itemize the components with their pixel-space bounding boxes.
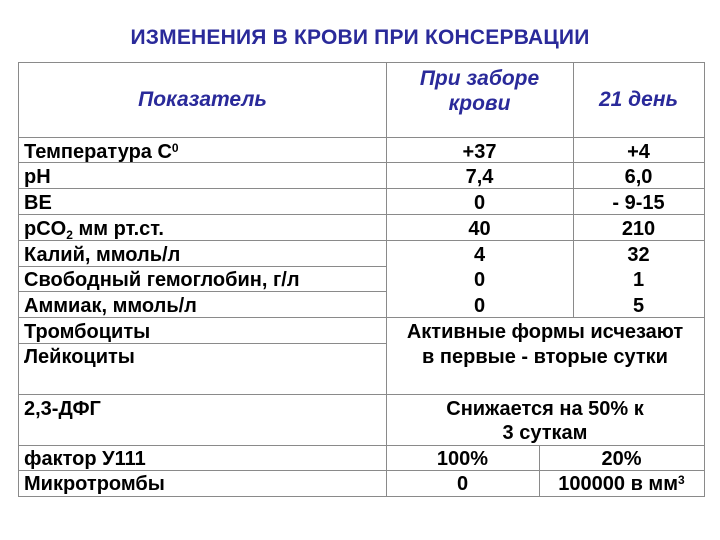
row-hemoglobin-collection: 0 (473, 269, 486, 291)
data-table (18, 62, 705, 497)
row-dpg-label: 2,3-ДФГ (24, 398, 101, 420)
row-ph-day21: 6,0 (624, 166, 653, 188)
row-factor-collection: 100% (436, 448, 489, 470)
header-divider (19, 137, 704, 138)
row-temperature-label: Температура $С^0$ (24, 141, 179, 163)
row-divider (19, 445, 704, 446)
header-at-collection-line2: крови (448, 92, 511, 115)
row-temperature-day21: +4 (627, 141, 650, 163)
row-pco2-collection: 40 (468, 218, 491, 240)
row-microthrombi-collection: 0 (456, 473, 469, 495)
header-day21: 21 день (598, 88, 678, 111)
row-factor-label: фактор У111 (24, 448, 146, 470)
cells-note-line1: Активные формы исчезают (406, 321, 684, 343)
row-platelets-label: Тромбоциты (24, 321, 151, 343)
row-pco2-day21: 210 (621, 218, 656, 240)
row-potassium-day21: 32 (627, 244, 650, 266)
row-divider (19, 394, 704, 395)
row-ammonia-label: Аммиак, ммоль/л (24, 295, 197, 317)
row-ammonia-day21: 5 (632, 295, 645, 317)
row-leukocytes-label: Лейкоциты (24, 346, 135, 368)
row-potassium-label: Калий, ммоль/л (24, 244, 181, 266)
row-microthrombi-day21: 100000 в $мм^3$ (558, 473, 685, 495)
page-title: ИЗМЕНЕНИЯ В КРОВИ ПРИ КОНСЕРВАЦИИ (130, 26, 590, 49)
header-at-collection (386, 66, 573, 116)
dpg-note-line1: Снижается на 50% к (446, 398, 644, 420)
row-be-collection: 0 (473, 192, 486, 214)
row-potassium-collection: 4 (473, 244, 486, 266)
row-pco2-label: pCO$_2$ мм рт.ст. (24, 218, 164, 242)
row-temperature-collection: +37 (462, 141, 497, 163)
row-be-label: BE (24, 192, 52, 214)
row-hemoglobin-label: Свободный гемоглобин, г/л (24, 269, 300, 291)
row-factor-day21: 20% (601, 448, 642, 470)
row-be-day21: - 9-15 (612, 192, 665, 214)
row-hemoglobin-day21: 1 (632, 269, 645, 291)
row-ammonia-collection: 0 (473, 295, 486, 317)
row-ph-label: pH (24, 166, 51, 188)
row-microthrombi-label: Микротромбы (24, 473, 165, 495)
row-ph-collection: 7,4 (465, 166, 494, 188)
header-at-collection-line1: При заборе (419, 67, 540, 90)
dpg-note-line2: 3 суткам (502, 422, 588, 444)
header-indicator: Показатель (138, 88, 267, 111)
cells-note-line2: в первые - вторые сутки (422, 346, 668, 368)
